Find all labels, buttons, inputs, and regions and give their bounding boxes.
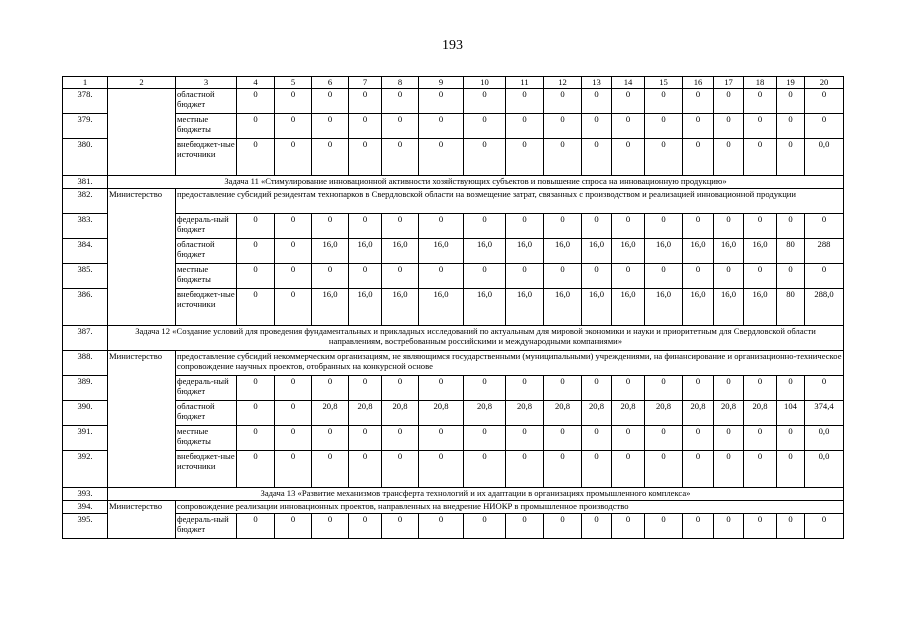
measure-description: сопровождение реализации инновационных проектов, направленных на внедрение НИОКР в промышленное производство [176, 501, 844, 514]
value-cell: 0 [464, 214, 506, 239]
value-cell: 0 [805, 89, 844, 114]
value-cell: 0 [464, 89, 506, 114]
value-cell: 0 [237, 89, 275, 114]
row-number: 393. [63, 488, 108, 501]
value-cell: 0 [645, 264, 683, 289]
column-header: 18 [744, 77, 777, 89]
value-cell: 0 [612, 376, 645, 401]
value-cell: 16,0 [464, 289, 506, 326]
value-cell: 0 [237, 514, 275, 539]
value-cell: 20,8 [714, 401, 744, 426]
value-cell: 0 [506, 376, 544, 401]
column-header: 12 [544, 77, 582, 89]
value-cell: 0 [744, 214, 777, 239]
table-row [63, 139, 844, 176]
value-cell: 20,8 [744, 401, 777, 426]
value-cell: 0 [382, 214, 419, 239]
column-header: 20 [805, 77, 844, 89]
value-cell: 0 [419, 214, 464, 239]
value-cell: 0 [275, 426, 312, 451]
row-number: 395. [63, 514, 108, 539]
row-number: 379. [63, 114, 108, 139]
task-title: Задача 13 «Развитие механизмов трансферта технологий и их адаптации в организациях промышленного комплекса» [108, 488, 844, 501]
value-cell: 16,0 [419, 239, 464, 264]
ministry-cell: Министерство [108, 501, 176, 539]
value-cell: 0 [349, 376, 382, 401]
value-cell: 104 [777, 401, 805, 426]
value-cell: 0 [349, 451, 382, 488]
value-cell: 0 [714, 376, 744, 401]
value-cell: 0 [645, 376, 683, 401]
table-row [63, 289, 844, 326]
column-header: 6 [312, 77, 349, 89]
value-cell: 0 [714, 426, 744, 451]
value-cell: 0 [777, 264, 805, 289]
value-cell: 0 [714, 514, 744, 539]
value-cell: 0 [612, 264, 645, 289]
value-cell: 0 [237, 239, 275, 264]
value-cell: 0 [683, 114, 714, 139]
value-cell: 0 [744, 451, 777, 488]
value-cell: 16,0 [645, 289, 683, 326]
budget-source-label: местные бюджеты [176, 264, 237, 289]
value-cell: 0 [714, 264, 744, 289]
ministry-cell [108, 89, 176, 176]
value-cell: 16,0 [683, 239, 714, 264]
value-cell: 0 [777, 214, 805, 239]
column-header: 1 [63, 77, 108, 89]
column-header: 11 [506, 77, 544, 89]
row-number: 378. [63, 89, 108, 114]
row-number: 387. [63, 326, 108, 351]
table-row [63, 401, 844, 426]
value-cell: 20,8 [645, 401, 683, 426]
value-cell: 0 [777, 114, 805, 139]
value-cell: 0 [419, 139, 464, 176]
value-cell: 0 [777, 514, 805, 539]
value-cell: 0 [382, 139, 419, 176]
value-cell: 0 [582, 514, 612, 539]
value-cell: 0 [544, 139, 582, 176]
value-cell: 0 [777, 89, 805, 114]
value-cell: 0 [612, 451, 645, 488]
value-cell: 288,0 [805, 289, 844, 326]
value-cell: 20,8 [464, 401, 506, 426]
value-cell: 0 [777, 451, 805, 488]
value-cell: 0 [645, 89, 683, 114]
value-cell: 374,4 [805, 401, 844, 426]
value-cell: 16,0 [744, 289, 777, 326]
value-cell: 0 [645, 114, 683, 139]
value-cell: 0 [382, 264, 419, 289]
value-cell: 0 [612, 426, 645, 451]
value-cell: 0 [744, 376, 777, 401]
value-cell: 16,0 [312, 239, 349, 264]
value-cell: 0 [582, 139, 612, 176]
value-cell: 0 [544, 264, 582, 289]
budget-source-label: областной бюджет [176, 239, 237, 264]
value-cell: 16,0 [544, 289, 582, 326]
value-cell: 0 [744, 426, 777, 451]
value-cell: 16,0 [582, 289, 612, 326]
table-row [63, 189, 844, 214]
table-row [63, 326, 844, 351]
value-cell: 0 [805, 264, 844, 289]
value-cell: 0 [714, 214, 744, 239]
ministry-cell: Министерство [108, 189, 176, 326]
value-cell: 0 [382, 426, 419, 451]
value-cell: 0 [805, 114, 844, 139]
value-cell: 0 [349, 89, 382, 114]
value-cell: 0 [714, 89, 744, 114]
table-row [63, 239, 844, 264]
value-cell: 0 [382, 114, 419, 139]
task-title: Задача 11 «Стимулирование инновационной активности хозяйствующих субъектов и повышение спроса на инновационную продукцию» [108, 176, 844, 189]
value-cell: 0 [582, 451, 612, 488]
table-row [63, 214, 844, 239]
value-cell: 16,0 [714, 289, 744, 326]
value-cell: 0 [464, 514, 506, 539]
value-cell: 0 [714, 114, 744, 139]
value-cell: 16,0 [506, 289, 544, 326]
value-cell: 0 [777, 139, 805, 176]
value-cell: 0 [506, 139, 544, 176]
value-cell: 0 [582, 376, 612, 401]
value-cell: 0 [612, 214, 645, 239]
value-cell: 0 [464, 451, 506, 488]
value-cell: 0 [419, 426, 464, 451]
value-cell: 0 [275, 401, 312, 426]
value-cell: 0 [237, 289, 275, 326]
budget-source-label: федераль-ный бюджет [176, 214, 237, 239]
value-cell: 20,8 [419, 401, 464, 426]
value-cell: 0 [506, 89, 544, 114]
value-cell: 0 [683, 139, 714, 176]
budget-source-label: внебюджет-ные источники [176, 451, 237, 488]
value-cell: 0,0 [805, 426, 844, 451]
value-cell: 0 [312, 514, 349, 539]
column-header: 16 [683, 77, 714, 89]
value-cell: 0 [237, 139, 275, 176]
column-header: 19 [777, 77, 805, 89]
value-cell: 0 [612, 114, 645, 139]
measure-description: предоставление субсидий резидентам технопарков в Свердловской области на возмещение затрат, связанных с производством и реализацией инновационной продукции [176, 189, 844, 214]
row-number: 382. [63, 189, 108, 214]
value-cell: 0 [419, 264, 464, 289]
value-cell: 0 [382, 89, 419, 114]
value-cell: 0 [464, 139, 506, 176]
value-cell: 16,0 [382, 239, 419, 264]
value-cell: 0 [382, 514, 419, 539]
table-row [63, 89, 844, 114]
value-cell: 0 [349, 426, 382, 451]
column-header: 15 [645, 77, 683, 89]
column-header: 5 [275, 77, 312, 89]
value-cell: 0 [683, 376, 714, 401]
table-row [63, 376, 844, 401]
budget-source-label: федераль-ный бюджет [176, 376, 237, 401]
value-cell: 0 [312, 376, 349, 401]
value-cell: 0 [419, 89, 464, 114]
value-cell: 0 [382, 376, 419, 401]
value-cell: 0 [582, 114, 612, 139]
value-cell: 16,0 [612, 239, 645, 264]
value-cell: 16,0 [744, 239, 777, 264]
value-cell: 0 [777, 426, 805, 451]
value-cell: 0 [645, 426, 683, 451]
budget-source-label: областной бюджет [176, 89, 237, 114]
value-cell: 0 [419, 114, 464, 139]
table-row [63, 451, 844, 488]
value-cell: 288 [805, 239, 844, 264]
value-cell: 0 [645, 139, 683, 176]
value-cell: 20,8 [612, 401, 645, 426]
row-number: 392. [63, 451, 108, 488]
value-cell: 0 [464, 114, 506, 139]
value-cell: 0 [237, 426, 275, 451]
table-row [63, 114, 844, 139]
row-number: 383. [63, 214, 108, 239]
row-number: 389. [63, 376, 108, 401]
value-cell: 80 [777, 289, 805, 326]
value-cell: 0 [612, 89, 645, 114]
value-cell: 0 [419, 451, 464, 488]
value-cell: 0 [714, 451, 744, 488]
value-cell: 0 [714, 139, 744, 176]
value-cell: 16,0 [612, 289, 645, 326]
value-cell: 0 [312, 264, 349, 289]
column-header: 7 [349, 77, 382, 89]
value-cell: 0 [237, 264, 275, 289]
column-header: 9 [419, 77, 464, 89]
row-number: 386. [63, 289, 108, 326]
value-cell: 20,8 [683, 401, 714, 426]
page-number: 193 [442, 38, 463, 53]
value-cell: 0 [805, 214, 844, 239]
value-cell: 0 [506, 514, 544, 539]
value-cell: 0 [312, 114, 349, 139]
value-cell: 0 [777, 376, 805, 401]
value-cell: 0 [275, 214, 312, 239]
value-cell: 0 [275, 239, 312, 264]
value-cell: 0 [683, 426, 714, 451]
value-cell: 0 [237, 376, 275, 401]
value-cell: 0 [275, 451, 312, 488]
measure-description: предоставление субсидий некоммерческим организациям, не являющимся государственными (муниципальными) учреждениями, на финансирование и организационно-техническое сопровождение научных проектов, отобранных на конкурсной основе [176, 351, 844, 376]
budget-table [62, 76, 844, 539]
table-row [63, 501, 844, 514]
value-cell: 16,0 [349, 239, 382, 264]
value-cell: 0 [744, 514, 777, 539]
value-cell: 16,0 [582, 239, 612, 264]
value-cell: 0 [582, 264, 612, 289]
value-cell: 0 [312, 426, 349, 451]
value-cell: 0 [464, 426, 506, 451]
value-cell: 0 [237, 214, 275, 239]
value-cell: 0 [506, 426, 544, 451]
value-cell: 0 [645, 451, 683, 488]
value-cell: 0 [237, 451, 275, 488]
column-header: 3 [176, 77, 237, 89]
task-title: Задача 12 «Создание условий для проведения фундаментальных и прикладных исследований по актуальным для мировой экономики и науки и приоритетным для Свердловской области направлениям, востребованным российскими и международными компаниями» [108, 326, 844, 351]
value-cell: 16,0 [349, 289, 382, 326]
value-cell: 0 [805, 376, 844, 401]
value-cell: 0 [419, 376, 464, 401]
value-cell: 0 [349, 514, 382, 539]
value-cell: 16,0 [312, 289, 349, 326]
column-header: 13 [582, 77, 612, 89]
table-row [63, 264, 844, 289]
value-cell: 0 [582, 426, 612, 451]
column-header: 8 [382, 77, 419, 89]
value-cell: 16,0 [544, 239, 582, 264]
value-cell: 16,0 [645, 239, 683, 264]
value-cell: 16,0 [464, 239, 506, 264]
column-header: 2 [108, 77, 176, 89]
value-cell: 0 [544, 89, 582, 114]
value-cell: 0 [419, 514, 464, 539]
column-header: 10 [464, 77, 506, 89]
value-cell: 0 [645, 214, 683, 239]
value-cell: 0 [582, 214, 612, 239]
value-cell: 0 [683, 264, 714, 289]
value-cell: 0 [312, 89, 349, 114]
value-cell: 20,8 [582, 401, 612, 426]
column-header: 17 [714, 77, 744, 89]
value-cell: 0 [312, 214, 349, 239]
value-cell: 20,8 [506, 401, 544, 426]
value-cell: 80 [777, 239, 805, 264]
value-cell: 0 [744, 264, 777, 289]
value-cell: 0 [544, 114, 582, 139]
table-row [63, 514, 844, 539]
value-cell: 0 [237, 114, 275, 139]
value-cell: 20,8 [544, 401, 582, 426]
column-header: 4 [237, 77, 275, 89]
row-number: 394. [63, 501, 108, 514]
value-cell: 16,0 [382, 289, 419, 326]
value-cell: 0 [349, 139, 382, 176]
value-cell: 0 [544, 514, 582, 539]
table-row [63, 426, 844, 451]
value-cell: 0 [275, 514, 312, 539]
value-cell: 0 [349, 214, 382, 239]
value-cell: 0 [275, 139, 312, 176]
value-cell: 0 [349, 114, 382, 139]
value-cell: 0 [544, 451, 582, 488]
value-cell: 20,8 [382, 401, 419, 426]
value-cell: 0 [312, 451, 349, 488]
value-cell: 0 [275, 264, 312, 289]
row-number: 380. [63, 139, 108, 176]
value-cell: 0 [744, 139, 777, 176]
column-header: 14 [612, 77, 645, 89]
value-cell: 0 [506, 451, 544, 488]
value-cell: 0 [275, 289, 312, 326]
value-cell: 16,0 [419, 289, 464, 326]
value-cell: 0 [544, 376, 582, 401]
budget-source-label: областной бюджет [176, 401, 237, 426]
budget-source-label: внебюджет-ные источники [176, 289, 237, 326]
value-cell: 0 [805, 514, 844, 539]
value-cell: 0 [544, 214, 582, 239]
value-cell: 0 [683, 451, 714, 488]
value-cell: 0 [464, 376, 506, 401]
value-cell: 0 [612, 139, 645, 176]
value-cell: 0 [275, 89, 312, 114]
value-cell: 0 [506, 264, 544, 289]
value-cell: 0 [506, 214, 544, 239]
value-cell: 16,0 [714, 239, 744, 264]
row-number: 388. [63, 351, 108, 376]
value-cell: 0 [237, 401, 275, 426]
ministry-cell: Министерство [108, 351, 176, 488]
value-cell: 20,8 [312, 401, 349, 426]
row-number: 384. [63, 239, 108, 264]
table-row [63, 176, 844, 189]
value-cell: 0 [744, 89, 777, 114]
value-cell: 16,0 [683, 289, 714, 326]
value-cell: 0 [683, 89, 714, 114]
value-cell: 0 [506, 114, 544, 139]
value-cell: 0,0 [805, 139, 844, 176]
header-row [63, 77, 844, 89]
value-cell: 0 [645, 514, 683, 539]
value-cell: 0 [612, 514, 645, 539]
value-cell: 0 [544, 426, 582, 451]
value-cell: 0 [349, 264, 382, 289]
value-cell: 0 [744, 114, 777, 139]
value-cell: 0 [275, 114, 312, 139]
row-number: 391. [63, 426, 108, 451]
value-cell: 0 [312, 139, 349, 176]
row-number: 381. [63, 176, 108, 189]
value-cell: 0 [683, 214, 714, 239]
value-cell: 0 [382, 451, 419, 488]
table-row [63, 351, 844, 376]
row-number: 390. [63, 401, 108, 426]
budget-source-label: внебюджет-ные источники [176, 139, 237, 176]
row-number: 385. [63, 264, 108, 289]
value-cell: 0 [275, 376, 312, 401]
budget-source-label: местные бюджеты [176, 114, 237, 139]
value-cell: 20,8 [349, 401, 382, 426]
value-cell: 16,0 [506, 239, 544, 264]
table-row [63, 488, 844, 501]
value-cell: 0,0 [805, 451, 844, 488]
budget-source-label: местные бюджеты [176, 426, 237, 451]
value-cell: 0 [464, 264, 506, 289]
value-cell: 0 [582, 89, 612, 114]
budget-source-label: федераль-ный бюджет [176, 514, 237, 539]
value-cell: 0 [683, 514, 714, 539]
